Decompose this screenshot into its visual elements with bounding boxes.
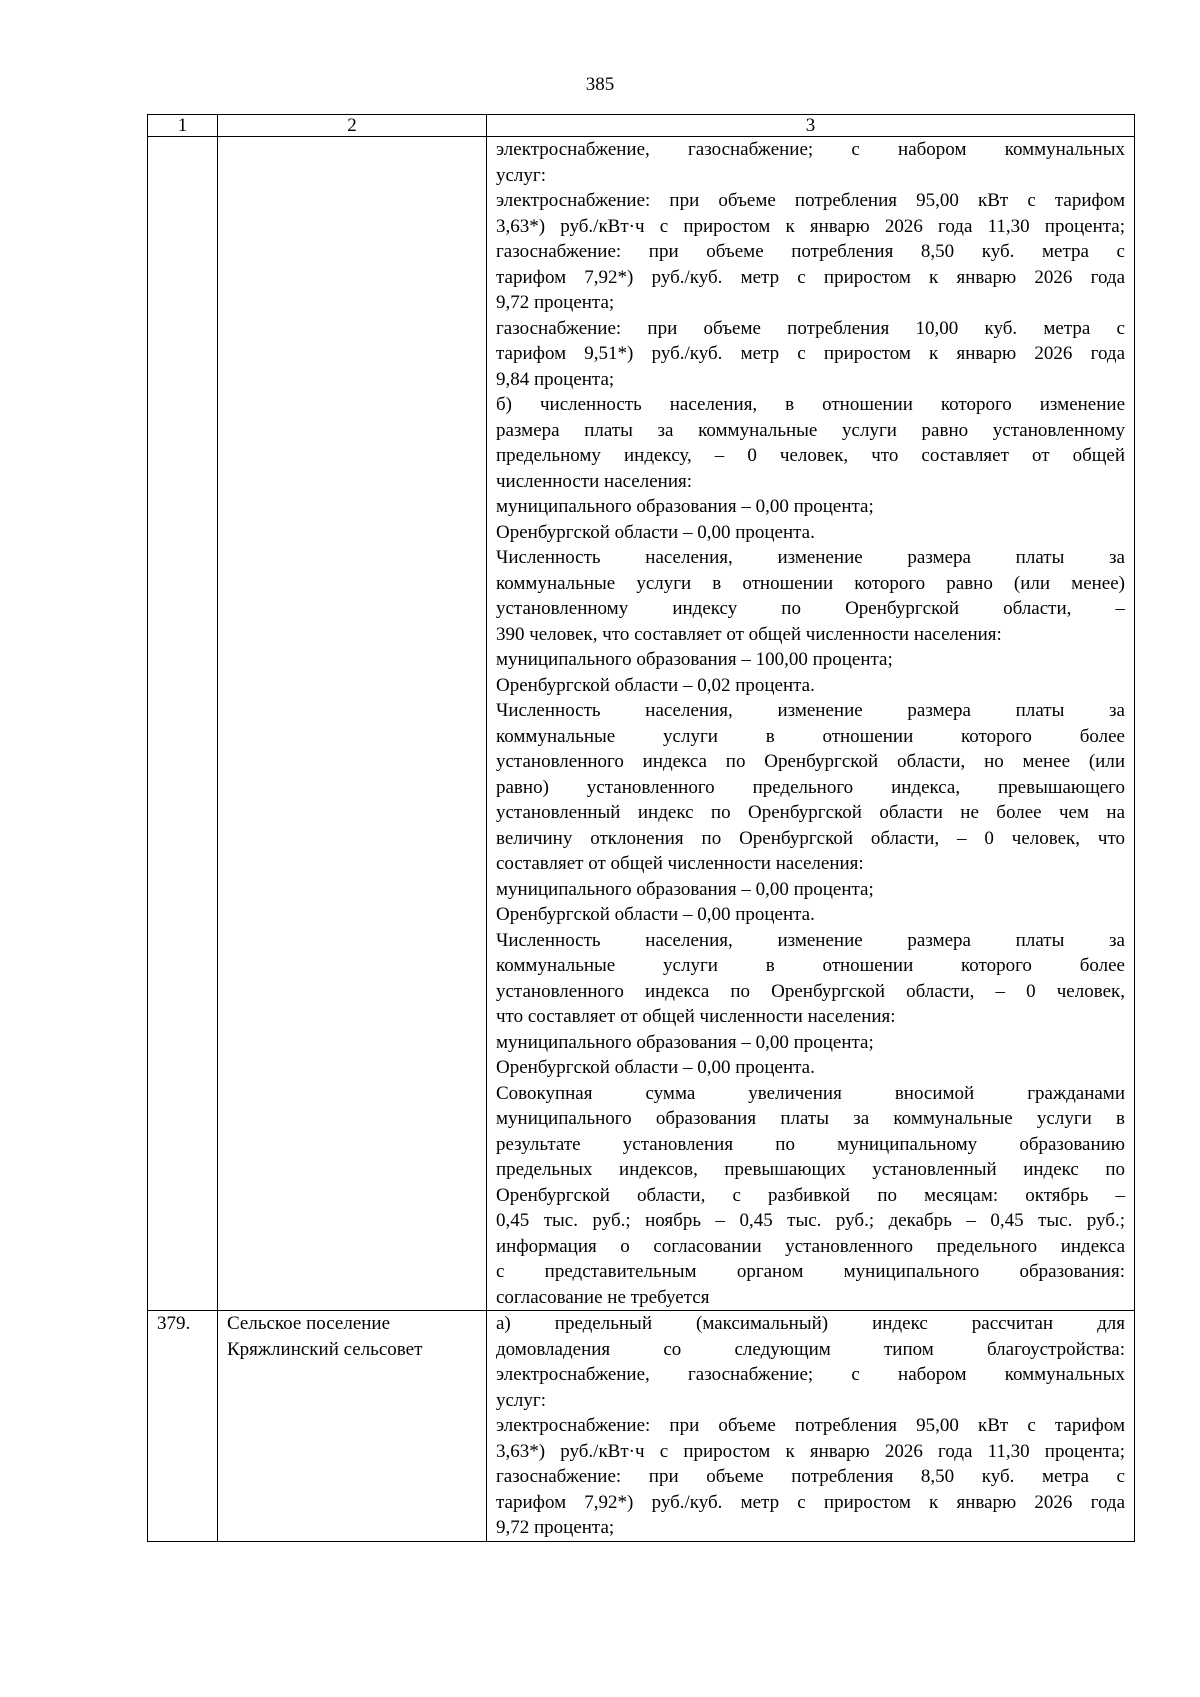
content-line: 390 человек, что составляет от общей численности населения: (496, 623, 1002, 645)
content-line: а) предельный (максимальный) индекс рассчитан для (496, 1313, 1125, 1334)
content-line: электроснабжение, газоснабжение; с набором коммунальных (496, 139, 1125, 160)
content-line: результате установления по муниципальному образованию (496, 1133, 1125, 1155)
content-line: Оренбургской области – 0,02 процента. (496, 674, 815, 696)
content-line: коммунальные услуги в отношении которого равно (или менее) (496, 572, 1125, 594)
content-line: Численность населения, изменение размера платы за (496, 929, 1125, 951)
document-table (147, 114, 1135, 1542)
header-col-3: 3 (487, 115, 1135, 137)
content-line: тарифом 7,92*) руб./куб. метр с приростом к январю 2026 года (496, 1491, 1125, 1513)
content-line: тарифом 7,92*) руб./куб. метр с приростом к январю 2026 года (496, 266, 1125, 288)
content-line: 0,45 тыс. руб.; ноябрь – 0,45 тыс. руб.; декабрь – 0,45 тыс. руб.; (496, 1210, 1125, 1231)
content-line: информация о согласовании установленного предельного индекса (496, 1235, 1125, 1257)
content-line: электроснабжение, газоснабжение; с набором коммунальных (496, 1364, 1125, 1385)
content-line: величину отклонения по Оренбургской области, – 0 человек, что (496, 827, 1125, 849)
content-line: Оренбургской области, с разбивкой по месяцам: октябрь – (496, 1184, 1125, 1206)
row-content (487, 137, 1135, 1311)
content-line: предельному индексу, – 0 человек, что составляет от общей (496, 445, 1125, 466)
table-header-row (148, 115, 1135, 137)
content-line: услуг: (496, 164, 546, 186)
content-line: Оренбургской области – 0,00 процента. (496, 904, 815, 925)
content-line: электроснабжение: при объеме потребления 95,00 кВт с тарифом (496, 190, 1125, 211)
row-number: 379. (148, 1311, 218, 1542)
content-line: равно) установленного предельного индекса, превышающего (496, 776, 1125, 798)
content-line: услуг: (496, 1389, 546, 1411)
content-line: 9,72 процента; (496, 292, 615, 313)
row-number (148, 137, 218, 1311)
page-number: 385 (585, 74, 615, 95)
content-line: установленному индексу по Оренбургской области, – (496, 598, 1125, 619)
content-line: муниципального образования – 100,00 процента; (496, 649, 893, 670)
table-row-379 (148, 1311, 1135, 1542)
content-line: коммунальные услуги в отношении которого более (496, 725, 1125, 747)
content-line: Оренбургской области – 0,00 процента. (496, 1057, 815, 1078)
content-line: численности населения: (496, 470, 693, 492)
content-line: Численность населения, изменение размера платы за (496, 547, 1125, 568)
content-line: тарифом 9,51*) руб./куб. метр с приростом к январю 2026 года (496, 343, 1125, 364)
content-line: муниципального образования – 0,00 процента; (496, 1031, 874, 1053)
row-content (487, 1311, 1135, 1542)
row-name (218, 137, 487, 1311)
header-col-1: 1 (148, 115, 218, 137)
content-line: коммунальные услуги в отношении которого более (496, 955, 1125, 976)
content-line: согласование не требуется (496, 1286, 710, 1308)
content-line: предельных индексов, превышающих установленный индекс по (496, 1159, 1125, 1180)
content-line: 3,63*) руб./кВт·ч с приростом к январю 2026 года 11,30 процента; (496, 215, 1125, 237)
content-line: размера платы за коммунальные услуги равно установленному (496, 419, 1125, 441)
content-line: электроснабжение: при объеме потребления 95,00 кВт с тарифом (496, 1415, 1125, 1436)
content-line: газоснабжение: при объеме потребления 8,50 куб. метра с (496, 241, 1125, 262)
content-line: Численность населения, изменение размера платы за (496, 700, 1125, 721)
table-row-continued (148, 137, 1135, 1311)
content-line: муниципального образования – 0,00 процента; (496, 496, 874, 517)
content-line: 9,72 процента; (496, 1517, 615, 1538)
content-line: установленный индекс по Оренбургской области не более чем на (496, 802, 1125, 823)
content-line: установленного индекса по Оренбургской области, – 0 человек, (496, 980, 1125, 1002)
row-name-line: Кряжлинский сельсовет (227, 1338, 423, 1360)
content-line: домовладения со следующим типом благоустройства: (496, 1338, 1125, 1360)
content-line: муниципального образования платы за коммунальные услуги в (496, 1108, 1125, 1129)
row-name-line: Сельское поселение (227, 1313, 391, 1334)
content-line: с представительным органом муниципального образования: (496, 1261, 1125, 1282)
content-line: б) численность населения, в отношении которого изменение (496, 394, 1125, 415)
content-line: газоснабжение: при объеме потребления 10,00 куб. метра с (496, 317, 1125, 339)
content-line: установленного индекса по Оренбургской области, но менее (или (496, 751, 1125, 772)
row-name (218, 1311, 487, 1542)
content-line: составляет от общей численности населения: (496, 853, 864, 874)
content-line: 3,63*) руб./кВт·ч с приростом к январю 2026 года 11,30 процента; (496, 1440, 1125, 1462)
content-line: 9,84 процента; (496, 368, 615, 390)
content-line: муниципального образования – 0,00 процента; (496, 878, 874, 900)
content-line: Совокупная сумма увеличения вносимой гражданами (496, 1082, 1125, 1104)
content-line: что составляет от общей численности населения: (496, 1006, 896, 1027)
content-line: Оренбургской области – 0,00 процента. (496, 521, 815, 543)
content-line: газоснабжение: при объеме потребления 8,50 куб. метра с (496, 1466, 1125, 1487)
header-col-2: 2 (218, 115, 487, 137)
